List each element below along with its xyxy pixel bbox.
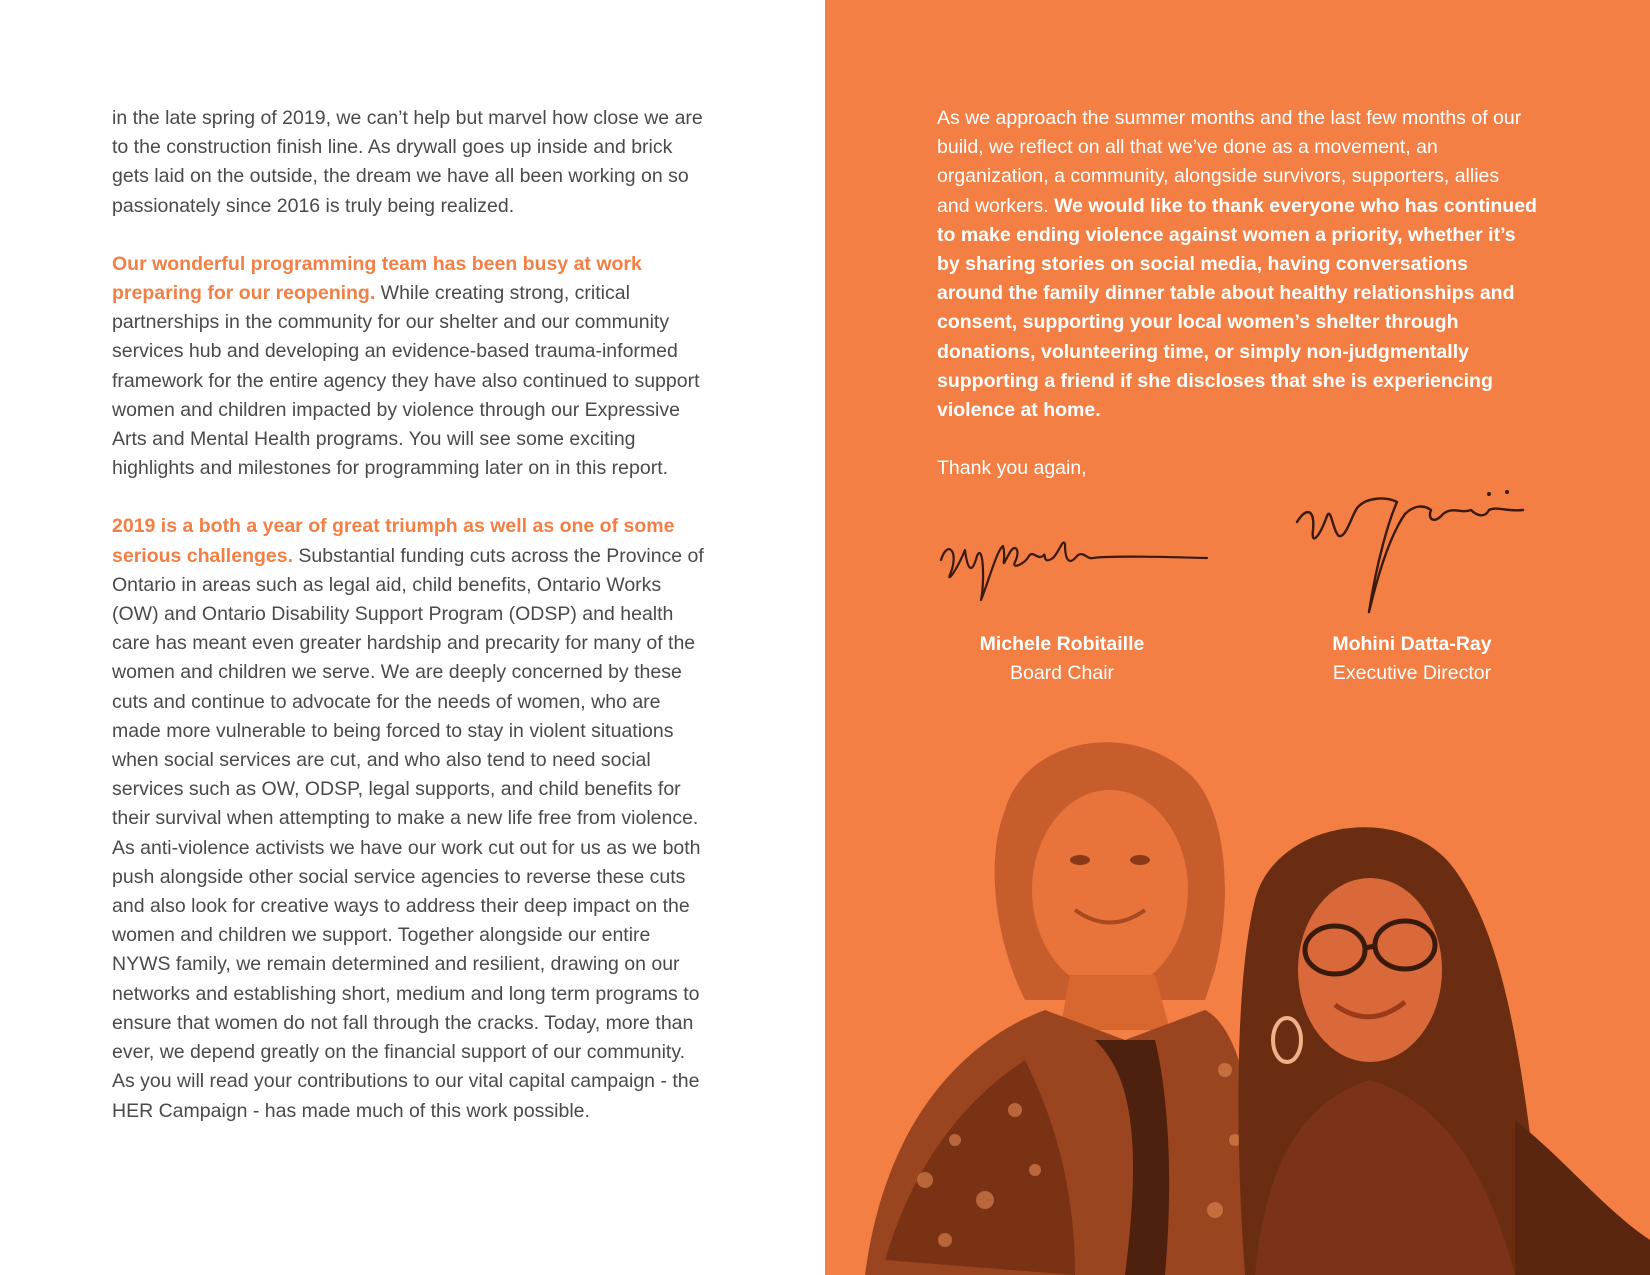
paragraph-2-highlight: Our wonderful programming team has been busy at work preparing for our reopening.	[112, 252, 642, 305]
signatory-role: Board Chair	[1009, 662, 1115, 684]
right-page	[825, 0, 1650, 1275]
paragraph-3-highlight: 2019 is a both a year of great triumph as well as one of some serious challenges.	[112, 515, 675, 567]
paragraph-1-text: in the late spring of 2019, we can’t help but marvel how close we are to the construction finish line. As drywall goes up inside and brick gets laid on the outside, the dream we have all been working on so passionately since 2016 is truly being realized.	[112, 107, 703, 217]
signatory-name: Mohini Datta-Ray	[1332, 633, 1492, 655]
paragraph-4-bold: We would like to thank everyone who has continued to make ending violence against women a priority, whether it’s by sharing stories on social media, having conversations around the family dinner table about healthy relationships and consent, supporting your local women’s shelter through donations, volunteering time, or simply non-judgmentally supporting a friend if she discloses that she is experiencing violence at home.	[937, 194, 1537, 422]
letter-column-left	[112, 104, 712, 1155]
paragraph-2	[112, 250, 712, 484]
paragraph-2-text: While creating strong, critical partnerships in the community for our shelter and our community services hub and developing an evidence-based trauma-informed framework for the entire agency they have also continued to support women and children impacted by violence through our Expressive Arts and Mental Health programs. You will see some exciting highlights and milestones for programming later on in this report.	[112, 282, 700, 480]
closing-line: Thank you again,	[937, 457, 1087, 480]
paragraph-4-text: As we approach the summer months and the last few months of our build, we reflect on all that we’ve done as a movement, an organization, a community, alongside survivors, supporters, allies and workers.	[937, 107, 1522, 217]
paragraph-3	[112, 512, 712, 1125]
signatory-role: Executive Director	[1332, 662, 1492, 684]
signatory-name: Michele Robitaille	[979, 633, 1145, 655]
paragraph-1	[112, 104, 712, 221]
signature-mohini	[1293, 480, 1533, 620]
portrait-photo	[825, 740, 1650, 1275]
paragraph-3-text: Substantial funding cuts across the Province of Ontario in areas such as legal aid, child benefits, Ontario Works (OW) and Ontario Disability Support Program (ODSP) and health care has meant even greater hardship and precarity for many of the women and children we serve. We are deeply concerned by these cuts and continue to advocate for the needs of women, who are made more vulnerable to being forced to stay in violent situations when social services are cut, and who also tend to need social services such as OW, ODSP, legal supports, and child benefits for their survival when attempting to make a new life free from violence. As anti-violence activists we have our work cut out for us as we both push alongside other social service agencies to reverse these cuts and also look for creative ways to address their deep impact on the women and children we support. Together alongside our entire NYWS family, we remain determined and resilient, drawing on our networks and establishing short, medium and long term programs to ensure that women do not fall through the cracks. Today, more than ever, we depend greatly on the financial support of our community. As you will read your contributions to our vital capital campaign - the HER Campaign - has made much of this work possible.	[112, 544, 704, 1122]
signature-michele	[937, 520, 1212, 610]
signatory-mohini	[1282, 630, 1542, 688]
paragraph-4	[937, 104, 1537, 425]
letter-column-right	[937, 104, 1537, 512]
signatory-michele	[932, 630, 1192, 688]
